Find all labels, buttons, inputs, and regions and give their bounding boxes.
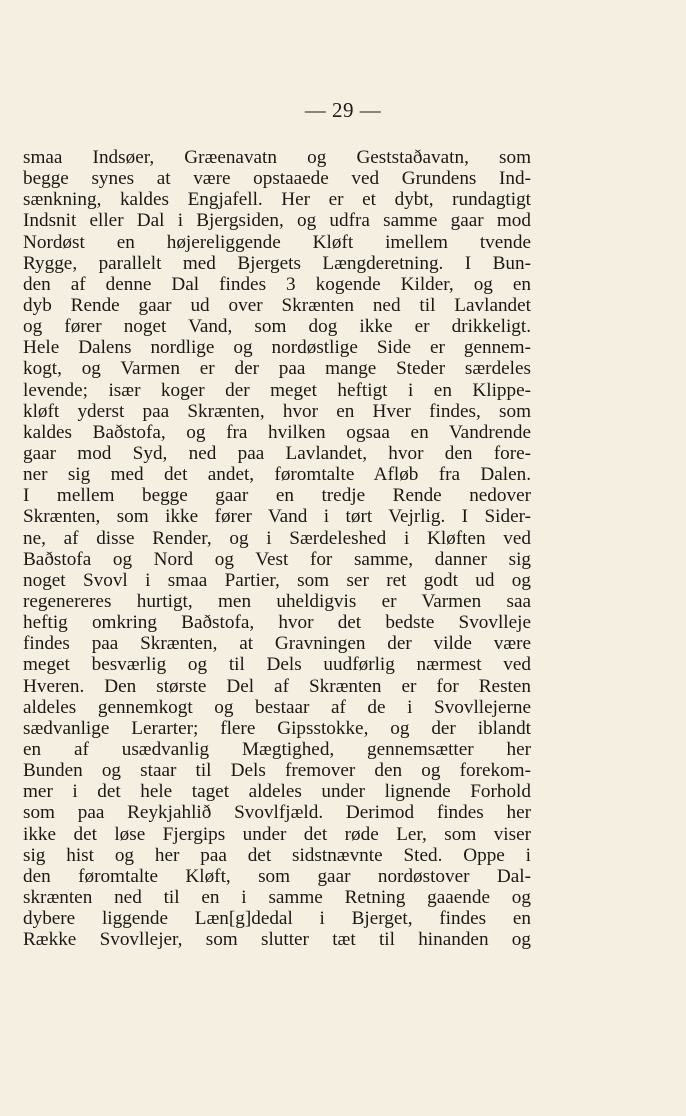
text-line: sænkning, kaldes Engjafell. Her er et dybt, rundagtigt bbox=[23, 189, 531, 211]
text-line: Række Svovllejer, som slutter tæt til hinanden og bbox=[23, 929, 531, 951]
text-line: kogt, og Varmen er der paa mange Steder særdeles bbox=[23, 358, 531, 380]
text-line: ne, af disse Render, og i Særdeleshed i Kløften ved bbox=[23, 527, 531, 549]
text-line: dybere liggende Læn[g]dedal i Bjerget, findes en bbox=[23, 908, 531, 930]
text-line: begge synes at være opstaaede ved Grundens Ind- bbox=[23, 168, 531, 190]
body-text bbox=[23, 147, 531, 950]
text-line: ner sig med det andet, føromtalte Afløb fra Dalen. bbox=[23, 464, 531, 486]
text-line: findes paa Skrænten, at Gravningen der vilde være bbox=[23, 633, 531, 655]
text-line: Skrænten, som ikke fører Vand i tørt Vejrlig. I Sider- bbox=[23, 506, 531, 528]
text-line: dyb Rende gaar ud over Skrænten ned til Lavlandet bbox=[23, 294, 531, 316]
text-line: noget Svovl i smaa Partier, som ser ret godt ud og bbox=[23, 569, 531, 591]
text-line: Baðstofa og Nord og Vest for samme, danner sig bbox=[23, 548, 531, 570]
text-line: og fører noget Vand, som dog ikke er drikkeligt. bbox=[23, 316, 531, 338]
text-line: en af usædvanlig Mægtighed, gennemsætter her bbox=[23, 738, 531, 760]
text-line: meget besværlig og til Dels uudførlig nærmest ved bbox=[23, 654, 531, 676]
text-line: heftig omkring Baðstofa, hvor det bedste Svovlleje bbox=[23, 612, 531, 634]
text-line: Nordøst en højereliggende Kløft imellem tvende bbox=[23, 231, 531, 253]
text-line: sig hist og her paa det sidstnævnte Sted. Oppe i bbox=[23, 844, 531, 866]
text-line: kløft yderst paa Skrænten, hvor en Hver findes, som bbox=[23, 400, 531, 422]
text-line: Bunden og staar til Dels fremover den og forekom- bbox=[23, 760, 531, 782]
text-line: den føromtalte Kløft, som gaar nordøstover Dal- bbox=[23, 865, 531, 887]
text-line: I mellem begge gaar en tredje Rende nedover bbox=[23, 485, 531, 507]
text-line: Indsnit eller Dal i Bjergsiden, og udfra samme gaar mod bbox=[23, 210, 531, 232]
text-line: som paa Reykjahlið Svovlfjæld. Derimod findes her bbox=[23, 802, 531, 824]
text-line: gaar mod Syd, ned paa Lavlandet, hvor den fore- bbox=[23, 442, 531, 464]
text-line: regenereres hurtigt, men uheldigvis er Varmen saa bbox=[23, 590, 531, 612]
text-line: Rygge, parallelt med Bjergets Længderetning. I Bun- bbox=[23, 252, 531, 274]
text-line: mer i det hele taget aldeles under lignende Forhold bbox=[23, 781, 531, 803]
text-line: levende; især koger der meget heftigt i en Klippe- bbox=[23, 379, 531, 401]
text-line: smaa Indsøer, Græenavatn og Geststaðavatn, som bbox=[23, 147, 531, 168]
text-line: Hele Dalens nordlige og nordøstlige Side er gennem- bbox=[23, 337, 531, 359]
text-line: kaldes Baðstofa, og fra hvilken ogsaa en Vandrende bbox=[23, 421, 531, 443]
text-line: skrænten ned til en i samme Retning gaaende og bbox=[23, 886, 531, 908]
text-line: aldeles gennemkogt og bestaar af de i Svovllejerne bbox=[23, 696, 531, 718]
text-line: ikke det løse Fjergips under det røde Ler, som viser bbox=[23, 823, 531, 845]
text-line: sædvanlige Lerarter; flere Gipsstokke, og der iblandt bbox=[23, 717, 531, 739]
page-number: — 29 — bbox=[304, 98, 382, 122]
text-line: den af denne Dal findes 3 kogende Kilder, og en bbox=[23, 273, 531, 295]
text-line: Hveren. Den største Del af Skrænten er for Resten bbox=[23, 675, 531, 697]
